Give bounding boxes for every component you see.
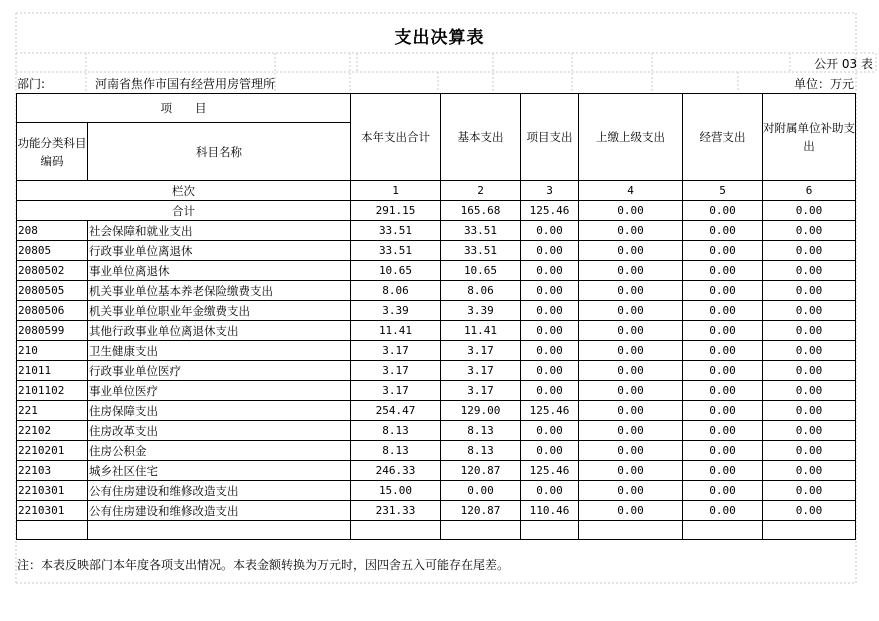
cell-subsidy: 0.00 bbox=[763, 361, 856, 381]
cell-project: 0.00 bbox=[521, 221, 579, 241]
table-row bbox=[17, 461, 856, 481]
cell-total: 246.33 bbox=[351, 461, 441, 481]
cell-business: 0.00 bbox=[683, 481, 763, 501]
cell-code: 2080505 bbox=[17, 281, 88, 301]
col-index: 5 bbox=[683, 181, 763, 201]
cell-code: 2101102 bbox=[17, 381, 88, 401]
col-index: 4 bbox=[579, 181, 683, 201]
cell-code: 210 bbox=[17, 341, 88, 361]
cell-project: 0.00 bbox=[521, 381, 579, 401]
cell-upper: 0.00 bbox=[579, 441, 683, 461]
cell-total: 10.65 bbox=[351, 261, 441, 281]
cell-code: 22103 bbox=[17, 461, 88, 481]
cell-subsidy: 0.00 bbox=[763, 341, 856, 361]
header-business: 经营支出 bbox=[683, 94, 763, 181]
cell-code: 221 bbox=[17, 401, 88, 421]
cell-name: 行政事业单位医疗 bbox=[88, 361, 351, 381]
unit-label: 单位：万元 bbox=[793, 77, 854, 91]
cell-subsidy: 0.00 bbox=[763, 381, 856, 401]
cell-name: 事业单位医疗 bbox=[88, 381, 351, 401]
cell-business: 0.00 bbox=[683, 381, 763, 401]
cell-basic: 8.06 bbox=[441, 281, 521, 301]
cell-name: 卫生健康支出 bbox=[88, 341, 351, 361]
cell-basic: 33.51 bbox=[441, 241, 521, 261]
cell-business: 0.00 bbox=[683, 261, 763, 281]
cell-subsidy: 0.00 bbox=[763, 221, 856, 241]
cell-subsidy: 0.00 bbox=[763, 421, 856, 441]
table-row bbox=[17, 441, 856, 461]
cell-project: 0.00 bbox=[521, 281, 579, 301]
cell-total: 3.39 bbox=[351, 301, 441, 321]
table-number-tag: 公开 03 表 bbox=[814, 57, 873, 71]
cell-business: 0.00 bbox=[683, 441, 763, 461]
cell-project: 0.00 bbox=[521, 301, 579, 321]
cell-subsidy: 0.00 bbox=[763, 401, 856, 421]
cell-subsidy: 0.00 bbox=[763, 481, 856, 501]
empty-cell bbox=[351, 521, 441, 540]
cell-business: 0.00 bbox=[683, 301, 763, 321]
table-row bbox=[17, 381, 856, 401]
cell-basic: 8.13 bbox=[441, 441, 521, 461]
cell-name: 事业单位离退休 bbox=[88, 261, 351, 281]
cell-upper: 0.00 bbox=[579, 501, 683, 521]
cell-upper: 0.00 bbox=[579, 481, 683, 501]
empty-cell bbox=[579, 521, 683, 540]
table-row bbox=[17, 481, 856, 501]
cell-upper: 0.00 bbox=[579, 301, 683, 321]
cell-basic: 3.39 bbox=[441, 301, 521, 321]
cell-code: 2210301 bbox=[17, 501, 88, 521]
cell-business: 0.00 bbox=[683, 401, 763, 421]
cell-subsidy: 0.00 bbox=[763, 321, 856, 341]
cell-basic: 165.68 bbox=[441, 201, 521, 221]
cell-upper: 0.00 bbox=[579, 201, 683, 221]
cell-basic: 11.41 bbox=[441, 321, 521, 341]
cell-code: 20805 bbox=[17, 241, 88, 261]
cell-total: 33.51 bbox=[351, 221, 441, 241]
empty-cell bbox=[88, 521, 351, 540]
cell-total: 231.33 bbox=[351, 501, 441, 521]
cell-code: 2210201 bbox=[17, 441, 88, 461]
cell-total: 8.13 bbox=[351, 421, 441, 441]
cell-upper: 0.00 bbox=[579, 261, 683, 281]
header-code: 功能分类科目编码 bbox=[17, 123, 88, 181]
cell-project: 110.46 bbox=[521, 501, 579, 521]
col-index: 1 bbox=[351, 181, 441, 201]
cell-basic: 0.00 bbox=[441, 481, 521, 501]
cell-basic: 33.51 bbox=[441, 221, 521, 241]
cell-code: 208 bbox=[17, 221, 88, 241]
cell-project: 0.00 bbox=[521, 421, 579, 441]
report-title: 支出决算表 bbox=[394, 28, 485, 48]
table-row bbox=[17, 261, 856, 281]
cell-project: 0.00 bbox=[521, 241, 579, 261]
header-lanci: 栏次 bbox=[17, 181, 351, 201]
cell-business: 0.00 bbox=[683, 241, 763, 261]
cell-basic: 120.87 bbox=[441, 461, 521, 481]
cell-project: 0.00 bbox=[521, 361, 579, 381]
cell-basic: 120.87 bbox=[441, 501, 521, 521]
cell-name: 住房改革支出 bbox=[88, 421, 351, 441]
cell-project: 125.46 bbox=[521, 201, 579, 221]
total-row bbox=[17, 201, 856, 221]
cell-name: 城乡社区住宅 bbox=[88, 461, 351, 481]
col-index: 6 bbox=[763, 181, 856, 201]
cell-basic: 129.00 bbox=[441, 401, 521, 421]
cell-total: 11.41 bbox=[351, 321, 441, 341]
footnote: 注：本表反映部门本年度各项支出情况。本表金额转换为万元时，因四舍五入可能存在尾差。 bbox=[17, 558, 510, 572]
cell-code: 21011 bbox=[17, 361, 88, 381]
cell-total: 8.06 bbox=[351, 281, 441, 301]
cell-subsidy: 0.00 bbox=[763, 201, 856, 221]
cell-name: 机关事业单位职业年金缴费支出 bbox=[88, 301, 351, 321]
table-row bbox=[17, 301, 856, 321]
cell-name: 公有住房建设和维修改造支出 bbox=[88, 501, 351, 521]
cell-total: 15.00 bbox=[351, 481, 441, 501]
empty-cell bbox=[763, 521, 856, 540]
cell-name: 社会保障和就业支出 bbox=[88, 221, 351, 241]
cell-total: 3.17 bbox=[351, 381, 441, 401]
cell-upper: 0.00 bbox=[579, 241, 683, 261]
cell-upper: 0.00 bbox=[579, 321, 683, 341]
table-row bbox=[17, 341, 856, 361]
col-index: 3 bbox=[521, 181, 579, 201]
empty-cell bbox=[441, 521, 521, 540]
empty-row bbox=[17, 521, 856, 540]
cell-name: 行政事业单位离退休 bbox=[88, 241, 351, 261]
cell-subsidy: 0.00 bbox=[763, 301, 856, 321]
cell-business: 0.00 bbox=[683, 361, 763, 381]
cell-upper: 0.00 bbox=[579, 461, 683, 481]
cell-code: 22102 bbox=[17, 421, 88, 441]
cell-business: 0.00 bbox=[683, 421, 763, 441]
cell-code: 2080599 bbox=[17, 321, 88, 341]
cell-basic: 3.17 bbox=[441, 381, 521, 401]
cell-subsidy: 0.00 bbox=[763, 501, 856, 521]
cell-subsidy: 0.00 bbox=[763, 281, 856, 301]
expenditure-table bbox=[16, 93, 856, 540]
header-subsidy: 对附属单位补助支出 bbox=[763, 94, 856, 181]
header-item: 项 目 bbox=[17, 94, 351, 123]
cell-subsidy: 0.00 bbox=[763, 241, 856, 261]
cell-project: 125.46 bbox=[521, 401, 579, 421]
cell-business: 0.00 bbox=[683, 221, 763, 241]
table-row bbox=[17, 221, 856, 241]
empty-cell bbox=[683, 521, 763, 540]
cell-name: 机关事业单位基本养老保险缴费支出 bbox=[88, 281, 351, 301]
empty-cell bbox=[17, 521, 88, 540]
empty-cell bbox=[521, 521, 579, 540]
col-index: 2 bbox=[441, 181, 521, 201]
cell-project: 0.00 bbox=[521, 341, 579, 361]
cell-business: 0.00 bbox=[683, 321, 763, 341]
cell-total: 33.51 bbox=[351, 241, 441, 261]
cell-business: 0.00 bbox=[683, 341, 763, 361]
cell-total: 3.17 bbox=[351, 361, 441, 381]
header-upper: 上缴上级支出 bbox=[579, 94, 683, 181]
cell-business: 0.00 bbox=[683, 281, 763, 301]
cell-total: 3.17 bbox=[351, 341, 441, 361]
department-label: 部门: bbox=[17, 77, 46, 91]
cell-upper: 0.00 bbox=[579, 341, 683, 361]
cell-total: 291.15 bbox=[351, 201, 441, 221]
cell-total: 254.47 bbox=[351, 401, 441, 421]
department-name: 河南省焦作市国有经营用房管理所 bbox=[95, 77, 276, 91]
cell-name: 其他行政事业单位离退休支出 bbox=[88, 321, 351, 341]
table-row bbox=[17, 401, 856, 421]
cell-name: 公有住房建设和维修改造支出 bbox=[88, 481, 351, 501]
cell-project: 0.00 bbox=[521, 441, 579, 461]
cell-code: 2080502 bbox=[17, 261, 88, 281]
cell-upper: 0.00 bbox=[579, 421, 683, 441]
cell-subsidy: 0.00 bbox=[763, 441, 856, 461]
cell-name: 住房公积金 bbox=[88, 441, 351, 461]
header-project: 项目支出 bbox=[521, 94, 579, 181]
header-name: 科目名称 bbox=[88, 123, 351, 181]
table-row bbox=[17, 321, 856, 341]
cell-business: 0.00 bbox=[683, 461, 763, 481]
cell-upper: 0.00 bbox=[579, 381, 683, 401]
cell-name: 住房保障支出 bbox=[88, 401, 351, 421]
cell-code: 2080506 bbox=[17, 301, 88, 321]
header-basic: 基本支出 bbox=[441, 94, 521, 181]
table-row bbox=[17, 241, 856, 261]
table-row bbox=[17, 501, 856, 521]
cell-total: 8.13 bbox=[351, 441, 441, 461]
cell-business: 0.00 bbox=[683, 201, 763, 221]
cell-project: 125.46 bbox=[521, 461, 579, 481]
cell-subsidy: 0.00 bbox=[763, 461, 856, 481]
cell-basic: 3.17 bbox=[441, 361, 521, 381]
cell-basic: 10.65 bbox=[441, 261, 521, 281]
total-label: 合计 bbox=[17, 201, 351, 221]
table-row bbox=[17, 361, 856, 381]
cell-project: 0.00 bbox=[521, 261, 579, 281]
cell-upper: 0.00 bbox=[579, 361, 683, 381]
cell-basic: 8.13 bbox=[441, 421, 521, 441]
cell-code: 2210301 bbox=[17, 481, 88, 501]
cell-upper: 0.00 bbox=[579, 401, 683, 421]
header-total: 本年支出合计 bbox=[351, 94, 441, 181]
cell-upper: 0.00 bbox=[579, 281, 683, 301]
cell-business: 0.00 bbox=[683, 501, 763, 521]
cell-project: 0.00 bbox=[521, 481, 579, 501]
table-row bbox=[17, 281, 856, 301]
cell-basic: 3.17 bbox=[441, 341, 521, 361]
cell-upper: 0.00 bbox=[579, 221, 683, 241]
cell-subsidy: 0.00 bbox=[763, 261, 856, 281]
cell-project: 0.00 bbox=[521, 321, 579, 341]
table-row bbox=[17, 421, 856, 441]
